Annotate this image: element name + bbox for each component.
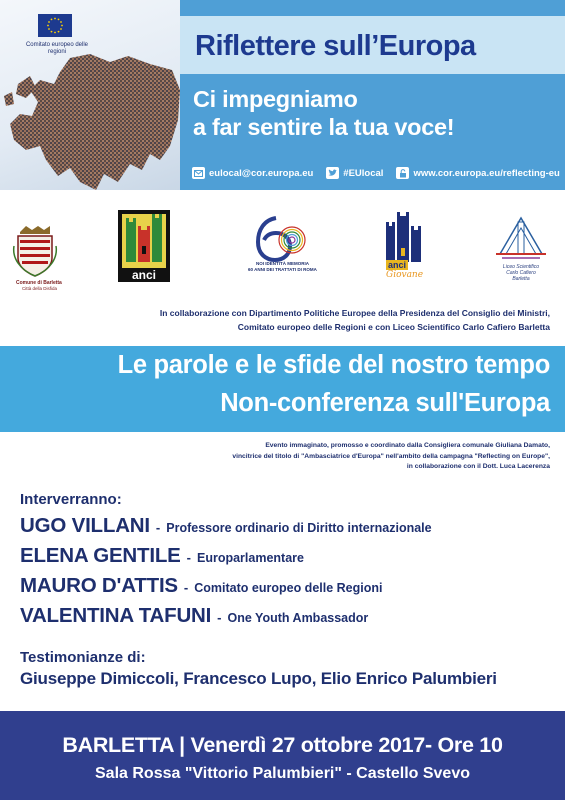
liceo-caption-1: Liceo Scientifico xyxy=(502,264,540,270)
anci-giovane-label-1: anci xyxy=(388,260,407,270)
contact-twitter[interactable] xyxy=(326,167,383,179)
speaker-name: MAURO D'ATTIS xyxy=(20,574,178,597)
contact-website-text: www.cor.europa.eu/reflecting-eu xyxy=(413,167,560,179)
testimonies-names: Giuseppe Dimiccoli, Francesco Lupo, Elio Enrico Palumbieri xyxy=(20,669,497,688)
contact-website[interactable] xyxy=(396,167,559,179)
anci-giovane-towers-icon xyxy=(384,212,428,262)
anniversary-caption-2: 60 ANNI DEI TRATTATI DI ROMA xyxy=(248,267,317,272)
barletta-caption-2: Città della Disfida xyxy=(22,286,58,291)
speaker-role: Europarlamentare xyxy=(197,551,304,565)
contact-email-text: eulocal@cor.europa.eu xyxy=(209,167,314,179)
europe-crowd-map-image xyxy=(0,0,180,190)
envelope-icon xyxy=(192,167,205,179)
contact-bar xyxy=(180,162,565,184)
org-name-label: Comitato europeo delle regioni xyxy=(25,42,89,55)
collaboration-line1: In collaborazione con Dipartimento Politiche Europee della Presidenza del Consiglio dei Ministri, xyxy=(159,308,550,318)
speaker-name: UGO VILLANI xyxy=(20,514,150,537)
liceo-caption-3: Barletta xyxy=(512,276,530,282)
anci-logo xyxy=(118,210,170,282)
liceo-pyramid-icon xyxy=(492,214,550,266)
speaker-name: VALENTINA TAFUNI xyxy=(20,604,212,627)
campaign-subtitle-line2: a far sentire la tua voce! xyxy=(193,114,455,140)
anci-giovane-label-2: Giovane xyxy=(386,270,424,280)
speakers-heading: Interverranno: xyxy=(20,491,122,508)
speaker-row xyxy=(20,604,368,628)
anniversary-caption-1: NOI IDENTITÀ MEMORIA xyxy=(256,261,309,266)
speaker-dash: - xyxy=(155,520,161,535)
speaker-dash: - xyxy=(186,550,191,565)
anci-towers-icon xyxy=(118,210,170,268)
liceo-caption xyxy=(492,264,550,282)
event-venue: Sala Rossa "Vittorio Palumbieri" - Castello Svevo xyxy=(95,765,470,782)
event-title-line1: Le parole e le sfide del nostro tempo xyxy=(117,351,550,379)
campaign-subtitle-line1: Ci impegniamo xyxy=(193,86,358,112)
anci-label: anci xyxy=(131,268,156,282)
speaker-row xyxy=(20,574,382,598)
contact-twitter-text: #EUlocal xyxy=(343,167,384,179)
eu-flag-icon xyxy=(38,14,72,37)
barletta-caption-1: Comune di Barletta xyxy=(16,280,62,286)
speaker-row xyxy=(20,544,304,568)
event-date-location: BARLETTA | Venerdì 27 ottobre 2017- Ore 10 xyxy=(62,733,503,757)
twitter-bird-icon xyxy=(326,167,339,179)
speaker-name: ELENA GENTILE xyxy=(20,544,181,567)
europe-map-graphic xyxy=(0,50,180,190)
speaker-role: One Youth Ambassador xyxy=(227,611,369,625)
lock-icon xyxy=(396,167,409,179)
event-info-line2: vincitrice del titolo di "Ambasciatrice d'Europa" nell'ambito della campagna "Reflecting on Europe", xyxy=(232,452,550,460)
testimonies-heading: Testimonianze di: xyxy=(20,649,146,666)
event-description xyxy=(232,441,550,473)
liceo-cafiero-logo xyxy=(492,214,550,284)
sixty-years-icon xyxy=(248,212,308,266)
event-title-line2: Non-conferenza sull'Europa xyxy=(220,389,550,417)
collaboration-line2: Comitato europeo delle Regioni e con Liceo Scientifico Carlo Cafiero Barletta xyxy=(237,322,550,332)
partner-logos-row xyxy=(0,200,565,300)
anci-giovane-logo xyxy=(384,212,428,284)
barletta-crest-icon xyxy=(10,224,60,278)
liceo-caption-2: Carlo Cafiero xyxy=(506,270,536,276)
speaker-dash: - xyxy=(183,580,189,595)
contact-email[interactable] xyxy=(192,167,313,179)
speaker-role: Comitato europeo delle Regioni xyxy=(194,581,383,595)
event-info-line1: Evento immaginato, promosso e coordinato dalla Consigliera comunale Giuliana Damato, xyxy=(265,442,550,449)
speaker-row xyxy=(20,514,432,538)
collaboration-note xyxy=(160,306,550,334)
campaign-title: Riflettere sull’Europa xyxy=(195,30,476,62)
speaker-role: Professore ordinario di Diritto internazionale xyxy=(166,521,432,535)
event-info-line3: in collaborazione con il Dott. Luca Lacerenza xyxy=(406,463,550,470)
speaker-dash: - xyxy=(217,610,222,625)
